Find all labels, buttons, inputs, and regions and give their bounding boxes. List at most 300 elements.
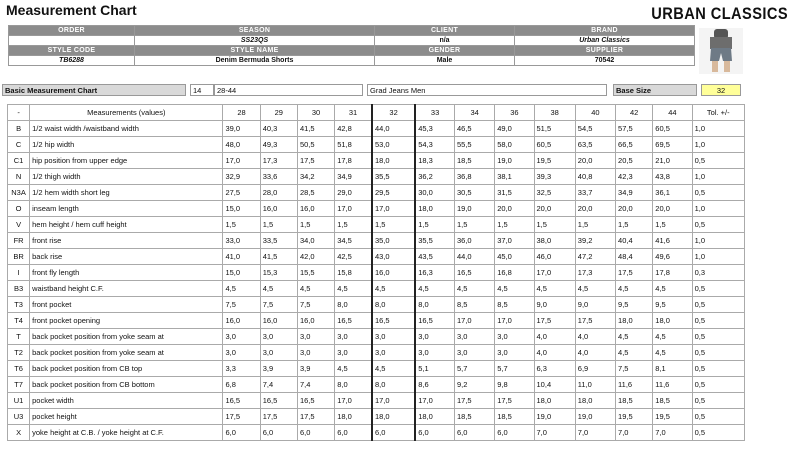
size-value: 20,5: [616, 153, 653, 169]
size-value: 18,3: [415, 153, 454, 169]
size-value: 4,0: [575, 329, 615, 345]
tolerance-value: 1,0: [692, 121, 744, 137]
table-row: [8, 345, 745, 361]
size-value: 41,5: [297, 121, 334, 137]
base-size-label: Base Size: [613, 84, 697, 96]
table-row: [8, 233, 745, 249]
size-value: 4,5: [653, 345, 692, 361]
size-value: 17,0: [372, 393, 415, 409]
size-value: 39,3: [534, 169, 575, 185]
size-value: 15,0: [223, 265, 260, 281]
size-header: 29: [260, 105, 297, 121]
size-value: 3,0: [335, 345, 372, 361]
size-value: 3,0: [454, 329, 494, 345]
size-value: 3,0: [372, 329, 415, 345]
size-value: 16,3: [415, 265, 454, 281]
size-value: 19,5: [616, 409, 653, 425]
size-value: 17,8: [653, 265, 692, 281]
size-value: 16,5: [260, 393, 297, 409]
size-value: 3,0: [335, 329, 372, 345]
size-value: 7,0: [616, 425, 653, 441]
supplier-header: SUPPLIER: [515, 46, 695, 56]
size-value: 21,0: [653, 153, 692, 169]
table-row: [8, 409, 745, 425]
size-value: 69,5: [653, 137, 692, 153]
tolerance-value: 0,5: [692, 393, 744, 409]
tolerance-value: 0,5: [692, 345, 744, 361]
size-value: 15,5: [297, 265, 334, 281]
tolerance-value: 1,0: [692, 169, 744, 185]
size-value: 39,2: [575, 233, 615, 249]
size-value: 3,0: [495, 329, 534, 345]
size-value: 11,6: [616, 377, 653, 393]
row-description: back pocket position from CB bottom: [30, 377, 223, 393]
size-value: 16,8: [495, 265, 534, 281]
size-value: 38,0: [534, 233, 575, 249]
size-value: 38,1: [495, 169, 534, 185]
size-value: 54,3: [415, 137, 454, 153]
size-value: 41,5: [260, 249, 297, 265]
row-description: back pocket position from yoke seam at: [30, 329, 223, 345]
row-code: BR: [8, 249, 30, 265]
size-value: 7,5: [297, 297, 334, 313]
size-value: 8,0: [335, 377, 372, 393]
size-value: 32,9: [223, 169, 260, 185]
table-row: [8, 137, 745, 153]
tolerance-value: 0,3: [692, 265, 744, 281]
tolerance-value: 0,5: [692, 377, 744, 393]
size-value: 1,5: [260, 217, 297, 233]
size-value: 1,5: [495, 217, 534, 233]
size-value: 17,3: [575, 265, 615, 281]
tolerance-value: 0,5: [692, 361, 744, 377]
size-value: 16,0: [260, 201, 297, 217]
size-value: 17,3: [260, 153, 297, 169]
size-value: 43,0: [372, 249, 415, 265]
size-value: 3,0: [415, 345, 454, 361]
tolerance-value: 1,0: [692, 233, 744, 249]
size-value: 60,5: [534, 137, 575, 153]
size-value: 51,5: [534, 121, 575, 137]
row-code: T6: [8, 361, 30, 377]
size-value: 15,0: [223, 201, 260, 217]
row-code: T: [8, 329, 30, 345]
size-value: 15,8: [335, 265, 372, 281]
size-value: 4,5: [372, 281, 415, 297]
row-code: FR: [8, 233, 30, 249]
size-value: 51,8: [335, 137, 372, 153]
size-value: 43,5: [415, 249, 454, 265]
row-code: C: [8, 137, 30, 153]
size-value: 20,0: [575, 153, 615, 169]
size-value: 8,6: [415, 377, 454, 393]
row-description: inseam length: [30, 201, 223, 217]
measurement-body: [8, 121, 745, 441]
size-value: 8,5: [454, 297, 494, 313]
size-value: 28,0: [260, 185, 297, 201]
size-value: 7,0: [653, 425, 692, 441]
size-value: 3,3: [223, 361, 260, 377]
tolerance-value: 0,5: [692, 185, 744, 201]
size-value: 33,6: [260, 169, 297, 185]
size-value: 1,5: [575, 217, 615, 233]
size-value: 20,0: [653, 201, 692, 217]
size-value: 6,0: [415, 425, 454, 441]
size-value: 18,0: [616, 313, 653, 329]
row-code: V: [8, 217, 30, 233]
size-value: 19,0: [495, 153, 534, 169]
size-value: 35,0: [372, 233, 415, 249]
size-value: 9,0: [575, 297, 615, 313]
size-value: 9,5: [616, 297, 653, 313]
size-header: 36: [495, 105, 534, 121]
table-row: [8, 249, 745, 265]
page-title: Measurement Chart: [6, 2, 137, 18]
size-value: 3,0: [372, 345, 415, 361]
size-value: 3,0: [223, 345, 260, 361]
size-value: 33,5: [260, 233, 297, 249]
size-value: 16,5: [297, 393, 334, 409]
size-value: 1,5: [534, 217, 575, 233]
size-value: 1,5: [616, 217, 653, 233]
size-value: 5,1: [415, 361, 454, 377]
size-value: 44,0: [372, 121, 415, 137]
size-value: 11,6: [653, 377, 692, 393]
row-description: front pocket opening: [30, 313, 223, 329]
brand-value: Urban Classics: [515, 36, 695, 46]
size-value: 17,5: [223, 409, 260, 425]
size-value: 40,4: [616, 233, 653, 249]
size-value: 6,0: [223, 425, 260, 441]
size-value: 40,3: [260, 121, 297, 137]
size-value: 7,0: [575, 425, 615, 441]
row-code: T3: [8, 297, 30, 313]
size-value: 7,5: [616, 361, 653, 377]
size-value: 18,5: [454, 153, 494, 169]
size-value: 46,0: [534, 249, 575, 265]
size-value: 1,5: [223, 217, 260, 233]
size-value: 18,5: [616, 393, 653, 409]
row-description: waistband height C.F.: [30, 281, 223, 297]
size-value: 4,5: [415, 281, 454, 297]
style-code-value: TB6288: [9, 56, 135, 66]
size-value: 66,5: [616, 137, 653, 153]
size-value: 18,0: [575, 393, 615, 409]
size-value: 8,5: [495, 297, 534, 313]
size-value: 43,8: [653, 169, 692, 185]
size-value: 5,7: [495, 361, 534, 377]
row-description: back pocket position from CB top: [30, 361, 223, 377]
tolerance-value: 0,5: [692, 425, 744, 441]
size-value: 49,6: [653, 249, 692, 265]
size-value: 55,5: [454, 137, 494, 153]
size-value: 17,0: [495, 313, 534, 329]
size-value: 4,5: [223, 281, 260, 297]
size-value: 7,4: [260, 377, 297, 393]
size-value: 1,5: [297, 217, 334, 233]
size-value: 17,5: [297, 409, 334, 425]
size-value: 31,5: [495, 185, 534, 201]
size-value: 18,0: [415, 201, 454, 217]
table-row: [8, 361, 745, 377]
product-photo: [699, 28, 743, 74]
size-value: 19,5: [653, 409, 692, 425]
size-value: 4,5: [616, 281, 653, 297]
size-value: 48,0: [223, 137, 260, 153]
size-value: 17,0: [372, 201, 415, 217]
row-description: front rise: [30, 233, 223, 249]
tolerance-header: Tol. +/-: [692, 105, 744, 121]
size-value: 4,0: [534, 329, 575, 345]
size-value: 4,5: [534, 281, 575, 297]
size-value: 4,0: [575, 345, 615, 361]
size-value: 3,0: [415, 329, 454, 345]
size-value: 7,5: [223, 297, 260, 313]
size-value: 17,0: [454, 313, 494, 329]
base-size-value: 32: [701, 84, 741, 96]
size-value: 4,5: [616, 345, 653, 361]
size-value: 4,5: [454, 281, 494, 297]
size-value: 18,5: [495, 409, 534, 425]
size-value: 6,0: [297, 425, 334, 441]
size-value: 7,5: [260, 297, 297, 313]
basic-chart-name: Grad Jeans Men: [367, 84, 607, 96]
row-description: front pocket: [30, 297, 223, 313]
size-value: 60,5: [653, 121, 692, 137]
row-description: back pocket position from yoke seam at: [30, 345, 223, 361]
tolerance-value: 0,5: [692, 313, 744, 329]
size-value: 63,5: [575, 137, 615, 153]
size-value: 17,0: [534, 265, 575, 281]
size-value: 18,0: [653, 313, 692, 329]
size-value: 16,5: [223, 393, 260, 409]
size-value: 4,5: [335, 361, 372, 377]
size-value: 20,0: [534, 201, 575, 217]
size-value: 49,3: [260, 137, 297, 153]
size-value: 30,5: [454, 185, 494, 201]
size-value: 36,8: [454, 169, 494, 185]
size-value: 6,0: [454, 425, 494, 441]
tolerance-value: 0,5: [692, 409, 744, 425]
size-value: 47,2: [575, 249, 615, 265]
size-value: 10,4: [534, 377, 575, 393]
size-value: 1,5: [653, 217, 692, 233]
size-value: 4,5: [575, 281, 615, 297]
size-value: 36,1: [653, 185, 692, 201]
table-row: [8, 201, 745, 217]
size-header: 42: [616, 105, 653, 121]
row-code: T2: [8, 345, 30, 361]
size-header: 44: [653, 105, 692, 121]
size-value: 6,0: [335, 425, 372, 441]
size-value: 35,5: [415, 233, 454, 249]
size-value: 6,8: [223, 377, 260, 393]
table-row: [8, 121, 745, 137]
row-description: front fly length: [30, 265, 223, 281]
size-value: 32,5: [534, 185, 575, 201]
row-code: N: [8, 169, 30, 185]
row-description: 1/2 hip width: [30, 137, 223, 153]
size-value: 46,5: [454, 121, 494, 137]
size-value: 16,0: [372, 265, 415, 281]
size-value: 54,5: [575, 121, 615, 137]
row-code: B3: [8, 281, 30, 297]
size-value: 37,0: [495, 233, 534, 249]
table-row: [8, 169, 745, 185]
tolerance-value: 0,5: [692, 329, 744, 345]
size-value: 8,0: [372, 297, 415, 313]
row-code: T7: [8, 377, 30, 393]
row-description: hem height / hem cuff height: [30, 217, 223, 233]
size-value: 4,5: [653, 281, 692, 297]
size-value: 19,0: [575, 409, 615, 425]
size-value: 17,5: [495, 393, 534, 409]
gender-header: GENDER: [375, 46, 515, 56]
size-value: 44,0: [454, 249, 494, 265]
size-value: 39,0: [223, 121, 260, 137]
size-value: 20,0: [575, 201, 615, 217]
row-code: O: [8, 201, 30, 217]
tolerance-value: 0,5: [692, 153, 744, 169]
size-value: 6,0: [372, 425, 415, 441]
size-value: 48,4: [616, 249, 653, 265]
size-value: 17,5: [454, 393, 494, 409]
row-code: C1: [8, 153, 30, 169]
style-name-header: STYLE NAME: [135, 46, 375, 56]
size-value: 16,5: [335, 313, 372, 329]
table-row: [8, 329, 745, 345]
size-value: 16,0: [223, 313, 260, 329]
table-row: [8, 281, 745, 297]
size-value: 4,5: [372, 361, 415, 377]
size-value: 3,0: [260, 329, 297, 345]
size-value: 34,5: [335, 233, 372, 249]
size-value: 4,5: [653, 329, 692, 345]
client-value: n/a: [375, 36, 515, 46]
table-row: [8, 217, 745, 233]
row-code: X: [8, 425, 30, 441]
size-header: 28: [223, 105, 260, 121]
size-value: 3,0: [297, 345, 334, 361]
size-value: 45,3: [415, 121, 454, 137]
basic-size-count: 14: [190, 84, 214, 96]
size-header: 38: [534, 105, 575, 121]
size-value: 36,2: [415, 169, 454, 185]
table-header-row: [8, 105, 745, 121]
table-row: [8, 313, 745, 329]
size-value: 53,0: [372, 137, 415, 153]
row-code: N3A: [8, 185, 30, 201]
size-value: 3,0: [297, 329, 334, 345]
table-row: [8, 153, 745, 169]
tolerance-value: 0,5: [692, 297, 744, 313]
table-row: [8, 425, 745, 441]
size-value: 17,0: [415, 393, 454, 409]
size-value: 50,5: [297, 137, 334, 153]
table-row: [8, 185, 745, 201]
size-value: 9,0: [534, 297, 575, 313]
size-value: 7,4: [297, 377, 334, 393]
size-value: 33,0: [223, 233, 260, 249]
size-value: 34,9: [616, 185, 653, 201]
size-value: 3,0: [454, 345, 494, 361]
order-info-table: [8, 25, 695, 66]
row-code: U3: [8, 409, 30, 425]
size-value: 35,5: [372, 169, 415, 185]
size-value: 16,5: [372, 313, 415, 329]
size-value: 42,3: [616, 169, 653, 185]
size-value: 3,0: [495, 345, 534, 361]
brand-header: BRAND: [515, 26, 695, 36]
basic-chart-label: Basic Measurement Chart: [2, 84, 186, 96]
code-header: -: [8, 105, 30, 121]
size-value: 15,3: [260, 265, 297, 281]
size-value: 18,0: [534, 393, 575, 409]
order-header: ORDER: [9, 26, 135, 36]
size-value: 1,5: [372, 217, 415, 233]
size-value: 34,9: [335, 169, 372, 185]
basic-size-range: 28-44: [214, 84, 363, 96]
order-value: [9, 36, 135, 46]
size-value: 16,5: [415, 313, 454, 329]
size-value: 3,9: [297, 361, 334, 377]
size-value: 30,0: [415, 185, 454, 201]
size-value: 16,5: [454, 265, 494, 281]
size-value: 6,9: [575, 361, 615, 377]
size-value: 4,5: [616, 329, 653, 345]
table-row: [8, 265, 745, 281]
table-row: [8, 297, 745, 313]
size-value: 19,0: [454, 201, 494, 217]
size-value: 57,5: [616, 121, 653, 137]
size-value: 6,0: [495, 425, 534, 441]
table-row: [8, 377, 745, 393]
size-value: 45,0: [495, 249, 534, 265]
size-value: 41,0: [223, 249, 260, 265]
style-code-header: STYLE CODE: [9, 46, 135, 56]
supplier-value: 70542: [515, 56, 695, 66]
tolerance-value: 0,5: [692, 217, 744, 233]
season-value: SS23QS: [135, 36, 375, 46]
size-value: 29,0: [335, 185, 372, 201]
size-value: 1,5: [454, 217, 494, 233]
size-value: 17,5: [616, 265, 653, 281]
size-value: 17,5: [575, 313, 615, 329]
size-value: 4,5: [297, 281, 334, 297]
size-value: 34,0: [297, 233, 334, 249]
size-header: 32: [372, 105, 415, 121]
size-value: 3,9: [260, 361, 297, 377]
row-description: back rise: [30, 249, 223, 265]
size-value: 33,7: [575, 185, 615, 201]
tolerance-value: 1,0: [692, 201, 744, 217]
row-code: T4: [8, 313, 30, 329]
size-value: 8,1: [653, 361, 692, 377]
size-value: 6,0: [260, 425, 297, 441]
tolerance-value: 0,5: [692, 281, 744, 297]
size-value: 29,5: [372, 185, 415, 201]
row-code: I: [8, 265, 30, 281]
size-value: 18,5: [653, 393, 692, 409]
brand-logo: URBAN CLASSICS: [651, 4, 788, 23]
size-value: 20,0: [616, 201, 653, 217]
style-name-value: Denim Bermuda Shorts: [135, 56, 375, 66]
size-value: 18,0: [372, 409, 415, 425]
size-value: 18,0: [415, 409, 454, 425]
size-value: 18,0: [335, 409, 372, 425]
size-value: 9,8: [495, 377, 534, 393]
size-value: 19,0: [534, 409, 575, 425]
